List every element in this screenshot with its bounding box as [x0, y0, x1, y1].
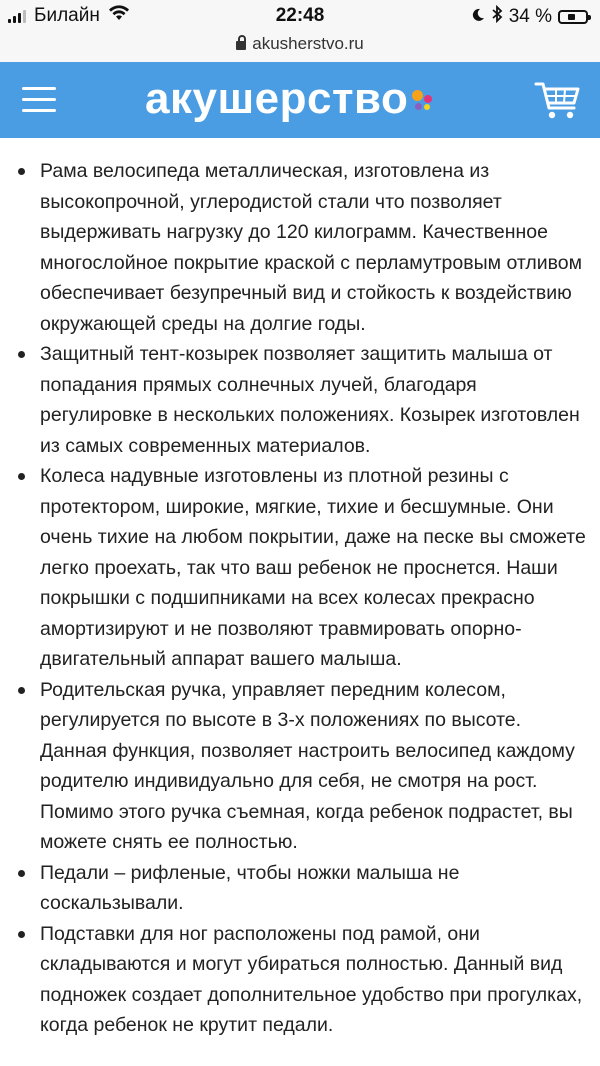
- list-item: Подставки для ног расположены под рамой, они складываются и могут убираться полностью. Данный вид подножек создает дополнительное удобство при прогулках, когда ребенок не крутит педали.: [18, 919, 588, 1041]
- hamburger-menu-icon[interactable]: [22, 87, 56, 113]
- status-bar: [0, 0, 600, 32]
- moon-icon: [471, 6, 485, 28]
- carrier-name: Билайн: [34, 5, 100, 26]
- list-item: Родительская ручка, управляет передним колесом, регулируется по высоте в 3-х положениях по высоте. Данная функция, позволяет настроить велосипед каждому родителю индивидуально для себя, не смотря на рост. Помимо этого ручка съемная, когда ребенок подрастет, вы можете снять ее полностью.: [18, 675, 588, 858]
- clock: 22:48: [275, 5, 325, 26]
- site-logo[interactable]: [145, 74, 438, 124]
- site-header: [0, 62, 600, 138]
- status-indicators: [465, 5, 588, 29]
- list-item: Педали – рифленые, чтобы ножки малыша не соскальзывали.: [18, 858, 588, 919]
- list-item: Рама велосипеда металлическая, изготовлена из высокопрочной, углеродистой стали что позволяет выдерживать нагрузку до 120 килограмм. Качественное многослойное покрытие краской с перламутровым отливом обеспечивает безупречный вид и стойкость к воздействию окружающей среды на долгие годы.: [18, 156, 588, 339]
- url-bar[interactable]: [0, 32, 600, 62]
- feature-list: [0, 138, 600, 1041]
- url-domain[interactable]: akusherstvo.ru: [252, 34, 364, 53]
- battery-fill: [568, 14, 575, 20]
- article-content[interactable]: [0, 138, 600, 1066]
- dot-pink: [424, 95, 432, 103]
- dot-orange: [412, 90, 423, 101]
- logo-text: акушерство: [145, 74, 409, 123]
- list-item: Колеса надувные изготовлены из плотной резины с протектором, широкие, мягкие, тихие и бесшумные. Они очень тихие на любом покрытии, даже на песке вы сможете легко проехать, так что ваш ребенок не проснется. Наши покрышки с подшипниками на всех колесах прекрасно амортизируют и не позволяют травмировать опорно-двигательный аппарат вашего малыша.: [18, 461, 588, 675]
- dot-purple: [415, 103, 422, 110]
- logo-dots-icon: [410, 84, 438, 114]
- dot-yellow: [424, 104, 430, 110]
- lock-icon: [236, 41, 246, 50]
- battery-percent: 34 %: [508, 6, 552, 27]
- battery-icon: [558, 10, 588, 24]
- cart-icon[interactable]: [534, 80, 582, 122]
- bluetooth-icon: [491, 5, 503, 29]
- list-item: Защитный тент-козырек позволяет защитить малыша от попадания прямых солнечных лучей, благодаря регулировке в нескольких положениях. Козырек изготовлен из самых современных материалов.: [18, 339, 588, 461]
